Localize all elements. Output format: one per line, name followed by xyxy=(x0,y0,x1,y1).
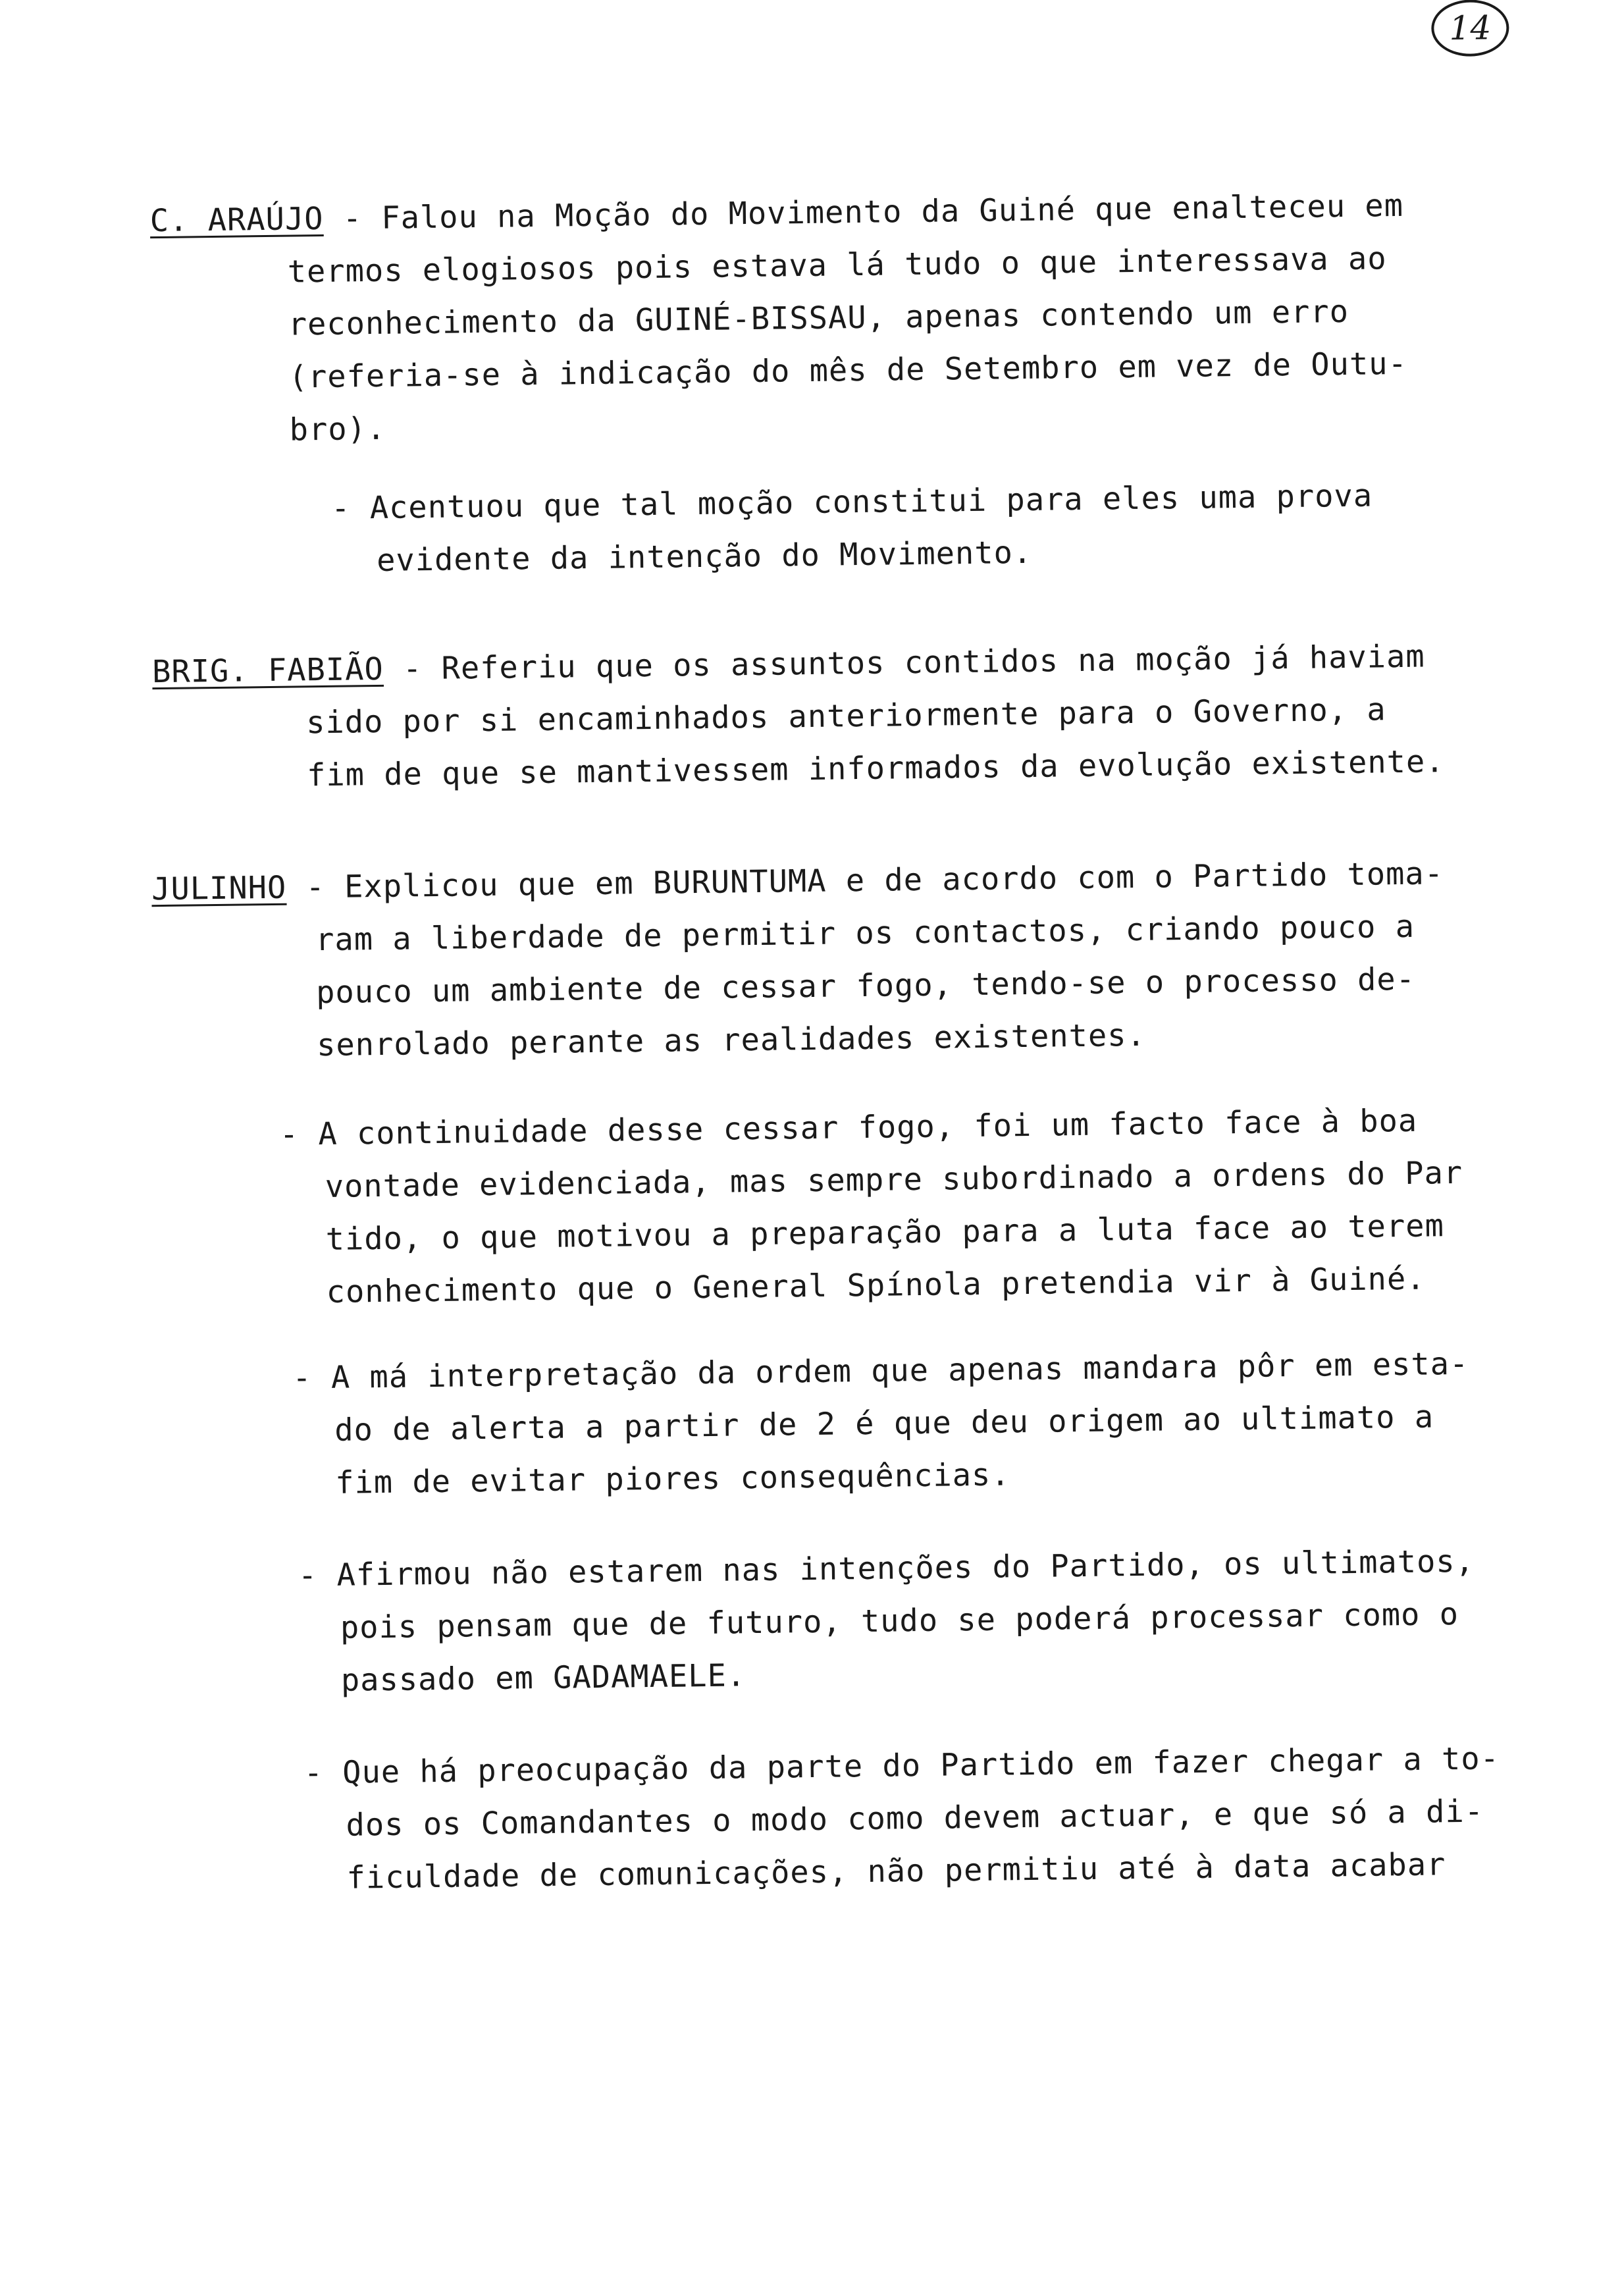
list-item-line: pois pensam que de futuro, tudo se poderá processar como o xyxy=(340,1596,1459,1646)
list-item-line: - A continuidade desse cessar fogo, foi um facto face à boa xyxy=(279,1102,1418,1153)
list-item-line: conhecimento que o General Spínola pretendia vir à Guiné. xyxy=(326,1260,1426,1311)
speaker-name: JULINHO xyxy=(151,869,287,908)
speaker-name: C. ARAÚJO xyxy=(149,200,324,240)
section-araujo-heading xyxy=(149,187,1404,240)
list-item-line: dos os Comandantes o modo como devem actuar, e que só a di- xyxy=(346,1793,1484,1844)
paragraph-line: Explicou que em BURUNTUMA e de acordo com o Partido toma- xyxy=(344,855,1444,905)
paragraph-line: (referia-se à indicação do mês de Setembro em vez de Outu- xyxy=(288,345,1408,396)
paragraph-line: senrolado perante as realidades existentes. xyxy=(316,1017,1147,1064)
paragraph-line: Falou na Moção do Movimento da Guiné que enalteceu em xyxy=(381,187,1404,236)
paragraph-line: ram a liberdade de permitir os contactos, criando pouco a xyxy=(315,908,1415,959)
list-item-line: fim de evitar piores consequências. xyxy=(334,1456,1010,1501)
list-item-line: - A má interpretação da ordem que apenas mandara pôr em esta- xyxy=(292,1345,1469,1397)
list-item-line: do de alerta a partir de 2 é que deu origem ao ultimato a xyxy=(334,1399,1434,1449)
list-item-line: - Que há preocupação da parte do Partido em fazer chegar a to- xyxy=(303,1740,1500,1792)
list-item-line: ficuldade de comunicações, não permitiu até à data acabar xyxy=(346,1846,1446,1896)
page-number: 14 xyxy=(1431,0,1509,57)
paragraph-line: reconhecimento da GUINÉ-BISSAU, apenas contendo um erro xyxy=(288,293,1349,343)
paragraph-line: fim de que se mantivessem informados da evolução existente. xyxy=(306,743,1445,794)
paragraph-line: pouco um ambiente de cessar fogo, tendo-se o processo de- xyxy=(315,961,1416,1011)
paragraph-line: termos elogiosos pois estava lá tudo o que interessava ao xyxy=(287,240,1387,290)
section-fabiao-heading xyxy=(151,638,1425,691)
paragraph-line: sido por si encaminhados anteriormente para o Governo, a xyxy=(305,691,1386,741)
list-item-line: - Afirmou não estarem nas intenções do Partido, os ultimatos, xyxy=(298,1543,1475,1594)
paragraph-line: bro). xyxy=(289,410,386,448)
speaker-dash: - xyxy=(383,650,442,687)
list-item-line: - Acentuou que tal moção constitui para eles uma prova xyxy=(330,477,1373,527)
paragraph-line: Referiu que os assuntos contidos na moção já haviam xyxy=(441,638,1425,687)
speaker-dash: - xyxy=(323,200,382,237)
speaker-dash: - xyxy=(286,868,345,906)
list-item-line: tido, o que motivou a preparação para a luta face ao terem xyxy=(325,1208,1445,1258)
list-item-line: vontade evidenciada, mas sempre subordinado a ordens do Par xyxy=(325,1154,1463,1206)
speaker-name: BRIG. FABIÃO xyxy=(151,651,384,691)
list-item-line: passado em GADAMAELE. xyxy=(340,1657,746,1699)
section-julinho-heading xyxy=(151,855,1444,908)
list-item-line: evidente da intenção do Movimento. xyxy=(376,534,1033,579)
